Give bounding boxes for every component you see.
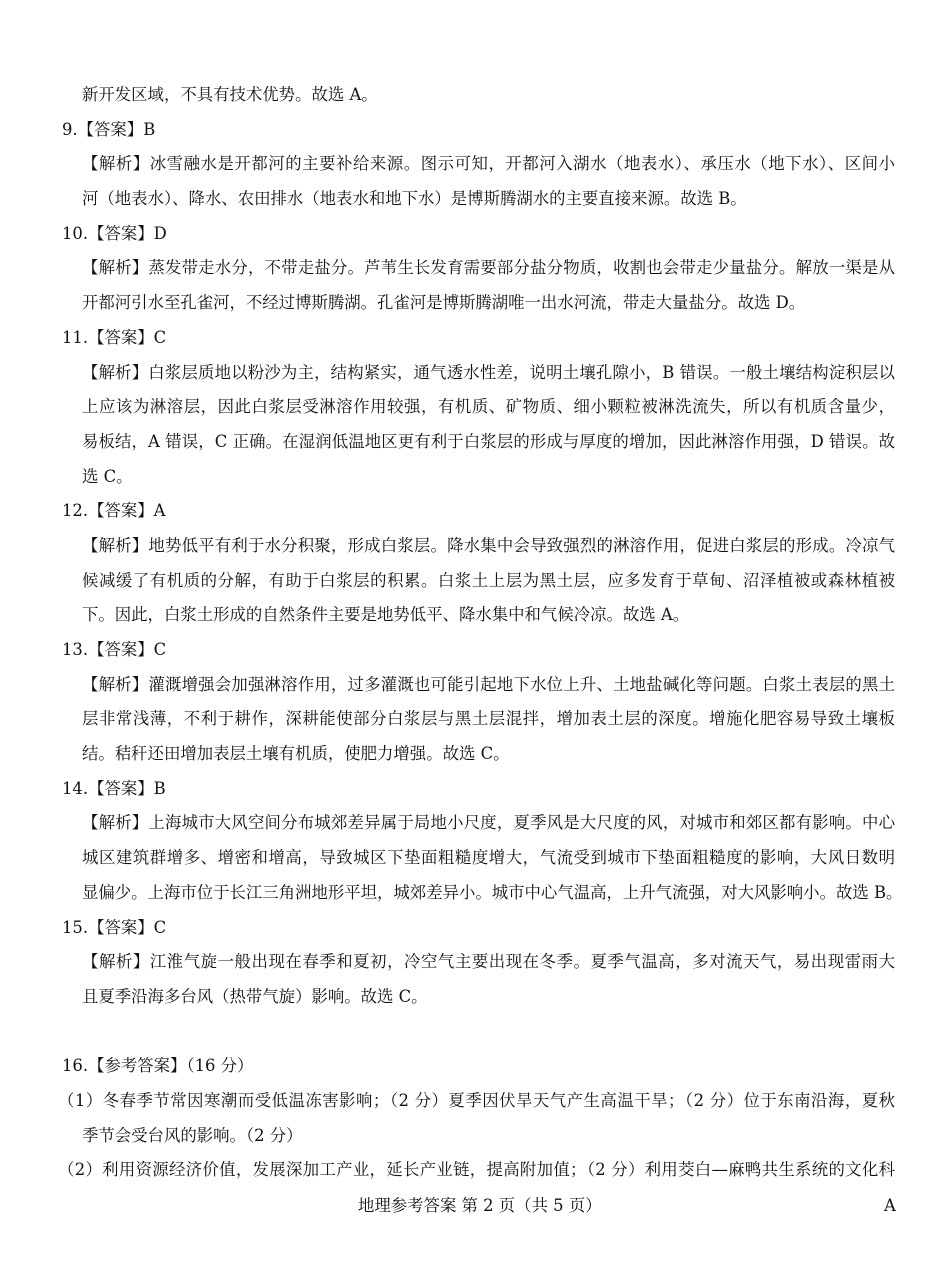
analysis-line: 【解析】蒸发带走水分，不带走盐分。芦苇生长发育需要部分盐分物质，收割也会带走少量盐分。解放一渠是从 [82,258,895,278]
answer-block [0,633,950,772]
analysis-line: 城区建筑群增多、增密和增高，导致城区下垫面粗糙度增大，气流受到城市下垫面粗糙度的影响，大风日数明 [82,848,895,868]
page-number-label: 地理参考答案 第 2 页（共 5 页） [358,1196,602,1215]
analysis-line: 【解析】上海城市大风空间分布城郊差异属于局地小尺度，夏季风是大尺度的风，对城市和郊区都有影响。中心 [82,813,895,833]
analysis-line: 【解析】灌溉增强会加强淋溶作用，过多灌溉也可能引起地下水位上升、土地盐碱化等问题。白浆土表层的黑土 [82,674,895,694]
answer-block [0,217,950,321]
answer-header: 12.【答案】A [62,501,166,521]
answer-block [0,494,950,633]
q16-part2-line: （2）利用资源经济价值，发展深加工产业，延长产业链，提高附加值；（2 分）利用茭白—麻鸭共生系统的文化科 [58,1160,895,1180]
answer-header: 14.【答案】B [62,778,166,798]
answer-block [0,113,950,217]
analysis-line: 【解析】江淮气旋一般出现在春季和夏初，冷空气主要出现在冬季。夏季气温高，多对流天气，易出现雷雨大 [82,952,895,972]
answer-header: 9.【答案】B [62,119,156,139]
analysis-line: 结。秸秆还田增加表层土壤有机质，使肥力增强。故选 C。 [82,744,510,764]
answer-header: 15.【答案】C [62,917,167,937]
analysis-line: 显偏少。上海市位于长江三角洲地形平坦，城郊差异小。城市中心气温高，上升气流强，对大风影响小。故选 B。 [82,882,903,902]
answer-block [0,772,950,911]
q16-header: 16.【参考答案】（16 分） [62,1056,254,1076]
answer-header: 11.【答案】C [62,327,167,347]
analysis-line: 下。因此，白浆土形成的自然条件主要是地势低平、降水集中和气候冷凉。故选 A。 [82,605,690,625]
analysis-line: 开都河引水至孔雀河，不经过博斯腾湖。孔雀河是博斯腾湖唯一出水河流，带走大量盐分。故选 D。 [82,293,806,313]
analysis-line: 易板结，A 错误，C 正确。在湿润低温地区更有利于白浆层的形成与厚度的增加，因此淋溶作用强，D 错误。故 [82,431,895,451]
analysis-line: 层非常浅薄，不利于耕作，深耕能使部分白浆层与黑土层混拌，增加表土层的深度。增施化肥容易导致土壤板 [82,709,895,729]
answer-block [0,911,950,1015]
analysis-line: 【解析】冰雪融水是开都河的主要补给来源。图示可知，开都河入湖水（地表水）、承压水（地下水）、区间小 [82,154,895,174]
version-mark: A [884,1196,896,1215]
answer-header: 13.【答案】C [62,640,167,659]
analysis-line: 选 C。 [82,466,133,486]
q16-part1-line: 季节会受台风的影响。（2 分） [82,1125,303,1145]
carryover-text: 新开发区域，不具有技术优势。故选 A。 [82,85,378,104]
answer-header: 10.【答案】D [62,223,167,243]
answer-block [0,321,950,494]
analysis-line: 候减缓了有机质的分解，有助于白浆层的积累。白浆土上层为黑土层，应多发育于草甸、沼泽植被或森林植被 [82,570,895,590]
analysis-line: 上应该为淋溶层，因此白浆层受淋溶作用较强，有机质、矿物质、细小颗粒被淋洗流失，所以有机质含量少， [82,397,895,417]
spacer [0,1015,950,1050]
q16-part1-line: （1）冬春季节常因寒潮而受低温冻害影响；（2 分）夏季因伏旱天气产生高温干旱；（2 分）位于东南沿海，夏秋 [58,1090,895,1110]
document-body [0,78,950,1188]
analysis-line: 【解析】白浆层质地以粉沙为主，结构紧实，通气透水性差，说明土壤孔隙小，B 错误。一般土壤结构淀积层以 [82,362,895,382]
page-footer [0,1192,950,1220]
analysis-line: 河（地表水）、降水、农田排水（地表水和地下水）是博斯腾湖水的主要直接来源。故选 B。 [82,189,747,209]
analysis-line: 【解析】地势低平有利于水分积聚，形成白浆层。降水集中会导致强烈的淋溶作用，促进白浆层的形成。冷凉气 [82,535,895,555]
analysis-line: 且夏季沿海多台风（热带气旋）影响。故选 C。 [82,986,428,1006]
